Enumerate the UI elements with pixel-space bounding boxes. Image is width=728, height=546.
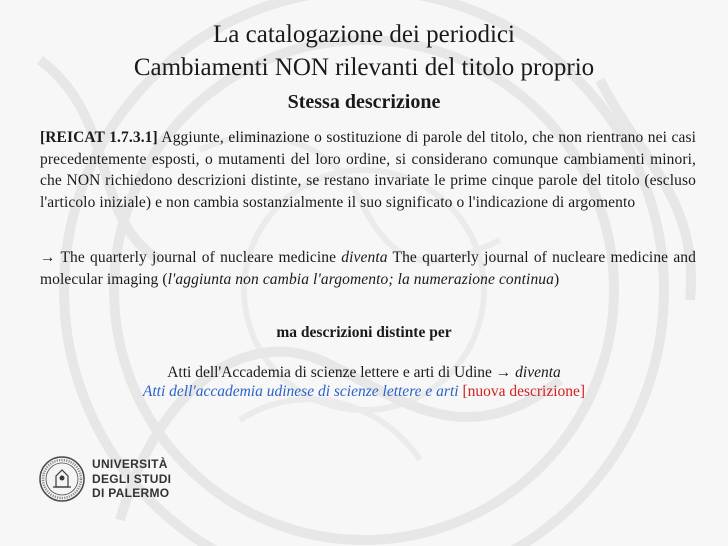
- slide-title-line2: Cambiamenti NON rilevanti del titolo proprio: [133, 54, 595, 81]
- slide-subtitle: Stessa descrizione: [287, 91, 441, 113]
- rule-paragraph: [40, 127, 696, 213]
- example-diventa: diventa: [341, 249, 388, 266]
- udine-diventa: diventa: [515, 364, 561, 381]
- example-paragraph: [40, 247, 696, 290]
- udine-new-line: [0, 381, 728, 402]
- university-name-line3: DI PALERMO: [92, 486, 170, 500]
- udine-new-title: Atti dell'accademia udinese di scienze lettere e arti: [142, 383, 459, 400]
- rule-text: Aggiunte, eliminazione o sostituzione di parole del titolo, che non rientrano nei casi precedentemente esposti, o mutamenti del loro ordine, si considerano comunque cambiamenti minori, che NON richiedono descrizioni distinte, se restano invariate le prime cinque parole del titolo (escluso l'articolo iniziale) e non cambia sostanzialmente il suo significato o l'indicazione di argomento: [40, 129, 696, 211]
- university-seal-icon: [38, 454, 86, 504]
- university-name-line1: UNIVERSITÀ: [92, 457, 168, 471]
- slide-title-line1: La catalogazione dei periodici: [213, 21, 515, 48]
- udine-old-line: [0, 362, 728, 383]
- example-old-title: → The quarterly journal of nucleare medicine: [40, 249, 342, 266]
- example-new-title: The quarterly journal of nucleare medicine and molecular imaging (: [40, 249, 696, 288]
- rule-reference: [REICAT 1.7.3.1]: [40, 129, 158, 146]
- university-name-line2: DEGLI STUDI: [92, 471, 172, 486]
- university-logo: [38, 454, 228, 510]
- distinct-descriptions-heading: ma descrizioni distinte per: [276, 324, 452, 341]
- example-note: l'aggiunta non cambia l'argomento; la numerazione continua: [167, 270, 554, 288]
- udine-old-title: Atti dell'Accademia di scienze lettere e arti di Udine →: [167, 364, 516, 381]
- university-name: [92, 457, 171, 501]
- example-close-paren: ): [554, 270, 560, 288]
- new-description-tag: [nuova descrizione]: [462, 383, 586, 400]
